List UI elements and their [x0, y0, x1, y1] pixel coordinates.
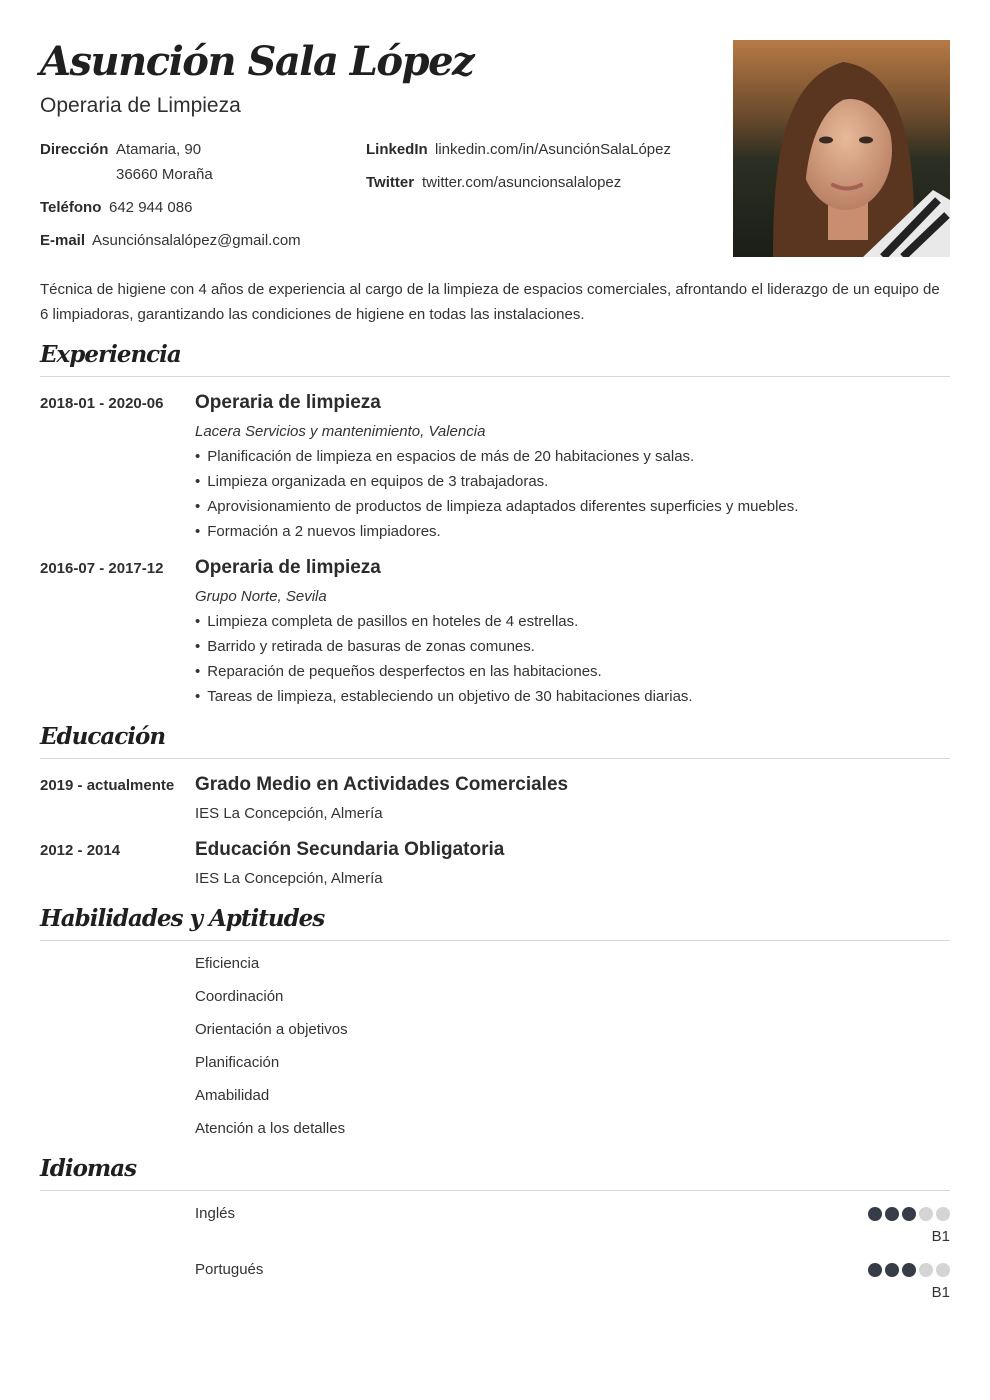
education-school: IES La Concepción, Almería: [195, 870, 383, 887]
rating-dot-filled: [885, 1263, 899, 1277]
skill-item: Eficiencia: [195, 955, 260, 972]
job-bullet: • Planificación de limpieza en espacios de más de 20 habitaciones y salas.: [195, 444, 798, 469]
skill-item: Orientación a objetivos: [195, 1021, 348, 1038]
address-line1: Atamaria, 90: [116, 141, 202, 158]
email-label: E-mail: [40, 232, 86, 249]
education-dates: 2019 - actualmente: [40, 777, 175, 794]
language-rating: [868, 1263, 950, 1277]
phone-label: Teléfono: [40, 199, 102, 216]
language-name: Portugués: [195, 1261, 264, 1278]
job-bullet: • Formación a 2 nuevos limpiadores.: [195, 519, 798, 544]
contact-phone: [40, 195, 360, 220]
linkedin-value: linkedin.com/in/AsunciónSalaLópez: [435, 141, 671, 158]
linkedin-label: LinkedIn: [366, 141, 428, 158]
email-value: Asunciónsalalópez@gmail.com: [92, 232, 301, 249]
rating-dot-empty: [919, 1263, 933, 1277]
job-bullet: • Limpieza completa de pasillos en hoteles de 4 estrellas.: [195, 609, 693, 634]
section-title-education: Educación: [40, 723, 166, 750]
twitter-label: Twitter: [366, 174, 415, 191]
contact-address: [40, 137, 360, 187]
rating-dot-filled: [868, 1207, 882, 1221]
job-dates: 2016-07 - 2017-12: [40, 560, 164, 577]
job-bullet: • Tareas de limpieza, estableciendo un objetivo de 30 habitaciones diarias.: [195, 684, 693, 709]
job-company: Grupo Norte, Sevila: [195, 588, 327, 605]
section-divider: [40, 758, 950, 759]
rating-dot-empty: [919, 1207, 933, 1221]
section-title-languages: Idiomas: [40, 1155, 137, 1182]
rating-dot-filled: [868, 1263, 882, 1277]
job-bullet: • Limpieza organizada en equipos de 3 trabajadoras.: [195, 469, 798, 494]
job-title: Operaria de limpieza: [195, 392, 381, 413]
profile-photo: [733, 40, 950, 257]
twitter-value: twitter.com/asuncionsalalopez: [422, 174, 622, 191]
contact-email: [40, 228, 360, 253]
skill-item: Atención a los detalles: [195, 1120, 346, 1137]
contact-linkedin: [366, 137, 726, 162]
address-line2: 36660 Moraña: [116, 166, 213, 183]
job-company: Lacera Servicios y mantenimiento, Valencia: [195, 423, 486, 440]
rating-dot-filled: [885, 1207, 899, 1221]
phone-value: 642 944 086: [109, 199, 193, 216]
education-degree: Grado Medio en Actividades Comerciales: [195, 774, 569, 795]
rating-dot-filled: [902, 1207, 916, 1221]
education-school: IES La Concepción, Almería: [195, 805, 383, 822]
section-title-experience: Experiencia: [40, 341, 181, 368]
profile-summary: Técnica de higiene con 4 años de experiencia al cargo de la limpieza de espacios comerciales, afrontando el liderazgo de un equipo de 6 limpiadoras, garantizando las condiciones de higiene en todas las instalaciones.: [40, 281, 940, 323]
language-rating: [868, 1207, 950, 1221]
rating-dot-empty: [936, 1263, 950, 1277]
section-divider: [40, 1190, 950, 1191]
job-bullet: • Barrido y retirada de basuras de zonas comunes.: [195, 634, 693, 659]
job-bullet: • Reparación de pequeños desperfectos en las habitaciones.: [195, 659, 693, 684]
skill-item: Planificación: [195, 1054, 280, 1071]
skill-item: Amabilidad: [195, 1087, 270, 1104]
job-bullets: [195, 609, 693, 709]
candidate-name: Asunción Sala López: [40, 38, 474, 85]
language-level: B1: [931, 1228, 950, 1245]
skill-item: Coordinación: [195, 988, 284, 1005]
address-label: Dirección: [40, 141, 109, 158]
education-dates: 2012 - 2014: [40, 842, 121, 859]
language-name: Inglés: [195, 1205, 236, 1222]
job-title: Operaria de limpieza: [195, 557, 381, 578]
candidate-role: Operaria de Limpieza: [40, 94, 241, 117]
rating-dot-filled: [902, 1263, 916, 1277]
job-bullets: [195, 444, 798, 544]
job-dates: 2018-01 - 2020-06: [40, 395, 164, 412]
section-title-skills: Habilidades y Aptitudes: [40, 905, 325, 932]
rating-dot-empty: [936, 1207, 950, 1221]
section-divider: [40, 940, 950, 941]
job-bullet: • Aprovisionamiento de productos de limpieza adaptados diferentes superficies y muebles.: [195, 494, 798, 519]
contact-twitter: [366, 170, 726, 195]
section-divider: [40, 376, 950, 377]
language-level: B1: [931, 1284, 950, 1301]
education-degree: Educación Secundaria Obligatoria: [195, 839, 505, 860]
